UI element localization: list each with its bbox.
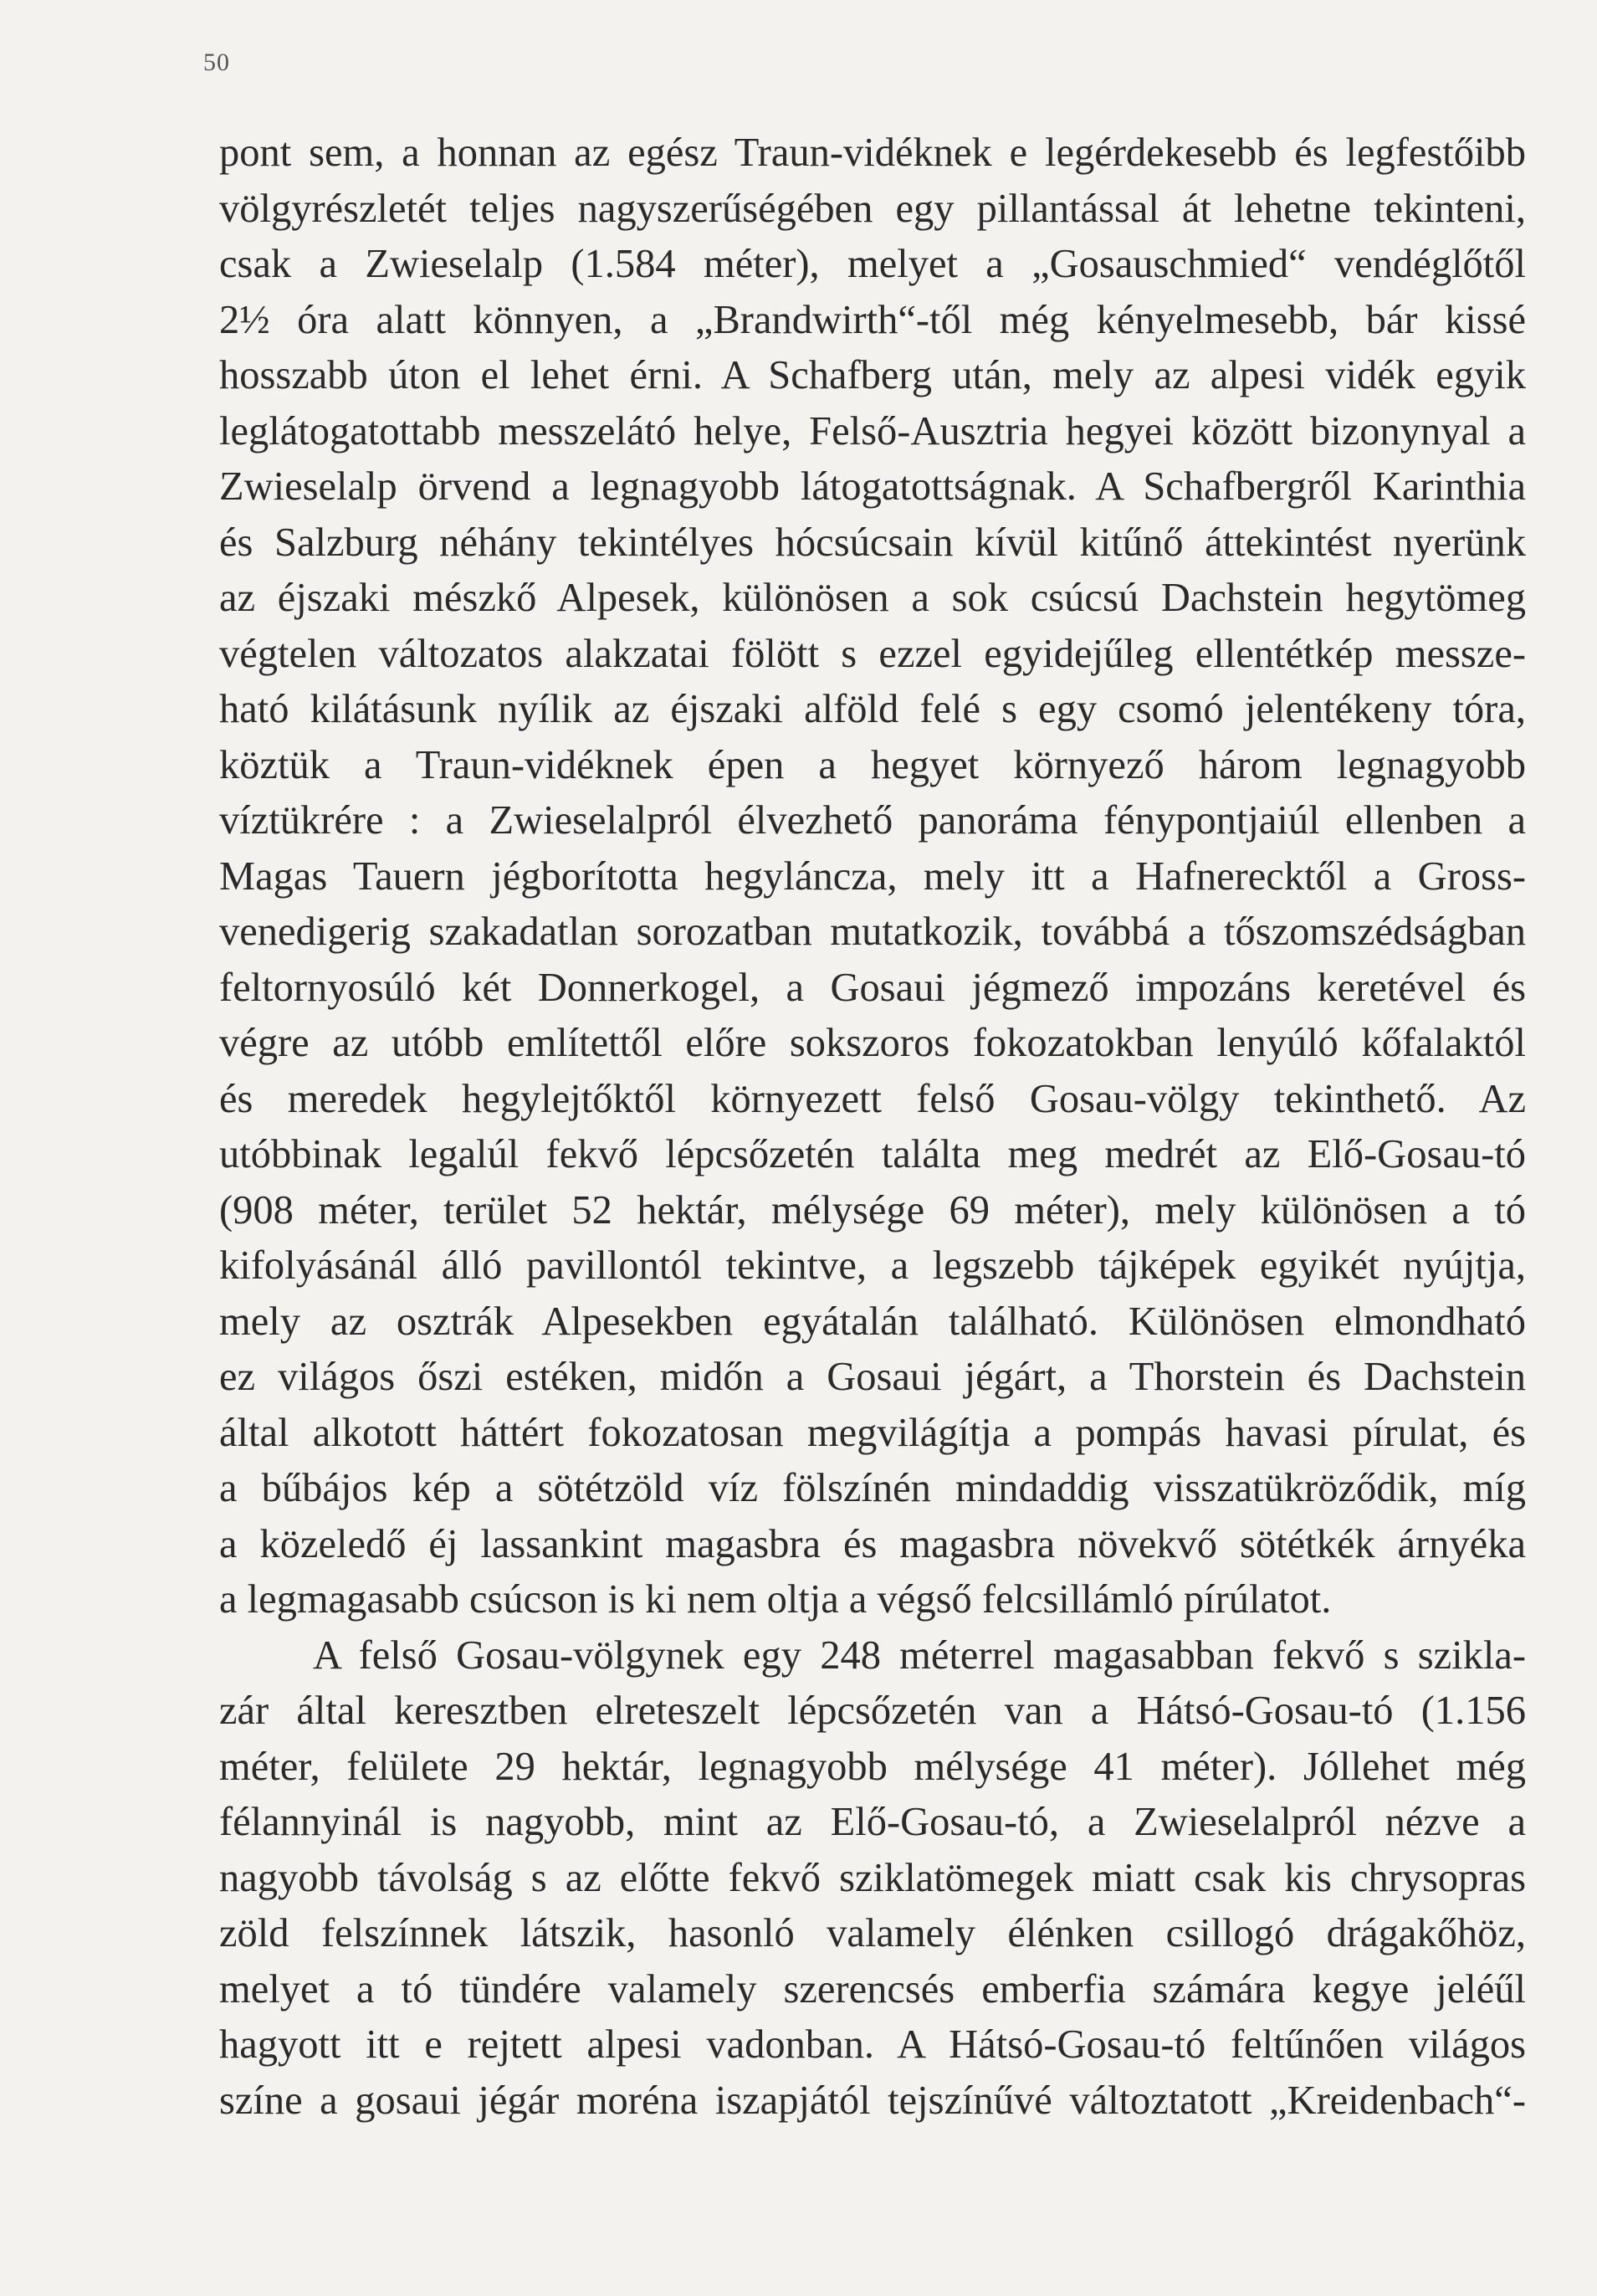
text-line: venedigerig szakadatlan sorozatban mutatkozik, továbbá a tőszomszédságban (219, 910, 1526, 954)
text-line: utóbbinak legalúl fekvő lépcsőzetén találta meg medrét az Elő-Gosau-tó (219, 1132, 1526, 1176)
text-line: zöld felszínnek látszik, hasonló valamely élénken csillogó drágakőhöz, (219, 1911, 1526, 1955)
text-line: Magas Tauern jégborította hegyláncza, mely itt a Hafnerecktől a Gross- (219, 853, 1526, 899)
text-line: 2½ óra alatt könnyen, a „Brandwirth“-től még kényelmesebb, bár kissé (219, 297, 1526, 342)
text-line: hosszabb úton el lehet érni. A Schafberg után, mely az alpesi vidék egyik (219, 353, 1526, 397)
text-line: ható kilátásunk nyílik az éjszaki alföld felé s egy csomó jelentékeny tóra, (219, 687, 1526, 731)
text-line: végtelen változatos alakzatai fölött s ezzel egyidejűleg ellentétkép messze- (219, 631, 1526, 676)
text-line: Zwieselalp örvend a legnagyobb látogatottságnak. A Schafbergről Karinthia (219, 464, 1526, 509)
text-line: pont sem, a honnan az egész Traun-vidéknek e legérdekesebb és legfestőibb (219, 131, 1526, 175)
text-line: völgyrészletét teljes nagyszerűségében egy pillantással át lehetne tekinteni, (219, 186, 1526, 231)
text-line: és meredek hegylejtőktől környezett felső Gosau-völgy tekinthető. Az (219, 1076, 1526, 1121)
text-line: (908 méter, terület 52 hektár, mélysége 69 méter), mely különösen a tó (219, 1187, 1526, 1233)
text-line: a közeledő éj lassankint magasbra és magasbra növekvő sötétkék árnyéka (219, 1521, 1526, 1566)
text-line: köztük a Traun-vidéknek épen a hegyet környező három legnagyobb (219, 742, 1526, 787)
text-line: méter, felülete 29 hektár, legnagyobb mélysége 41 méter). Jóllehet még (219, 1744, 1526, 1789)
text-line: zár által keresztben elreteszelt lépcsőzetén van a Hátsó-Gosau-tó (1.156 (219, 1689, 1526, 1733)
text-line: nagyobb távolság s az előtte fekvő sziklatömegek miatt csak kis chrysopras (219, 1855, 1526, 1900)
paragraph-2 (219, 1628, 1526, 2129)
text-line: a bűbájos kép a sötétzöld víz fölszínén mindaddig visszatükröződik, míg (219, 1466, 1526, 1510)
text-line: színe a gosaui jégár moréna iszapjától tejszínűvé változtatott „Kreidenbach“- (219, 2078, 1526, 2123)
text-line: hagyott itt e rejtett alpesi vadonban. A Hátsó-Gosau-tó feltűnően világos (219, 2022, 1526, 2067)
text-line: melyet a tó tündére valamely szerencsés emberfia számára kegye jeléűl (219, 1966, 1526, 2012)
text-line: az éjszaki mészkő Alpesek, különösen a sok csúcsú Dachstein hegytömeg (219, 576, 1526, 620)
text-line: kifolyásánál álló pavillontól tekintve, a legszebb tájképek egyikét nyújtja, (219, 1243, 1526, 1288)
text-line: feltornyosúló két Donnerkogel, a Gosaui jégmező impozáns keretével és (219, 965, 1526, 1010)
body-text (219, 126, 1526, 2129)
text-line: és Salzburg néhány tekintélyes hócsúcsain kívül kitűnő áttekintést nyerünk (219, 520, 1526, 565)
text-line: víztükrére : a Zwieselalpról élvezhető panoráma fénypontjaiúl ellenben a (219, 798, 1526, 843)
text-line: által alkotott háttért fokozatosan megvilágítja a pompás havasi pírulat, és (219, 1410, 1526, 1455)
text-line: a legmagasabb csúcson is ki nem oltja a végső felcsillámló pírúlatot. (219, 1577, 1332, 1622)
page-number: 50 (203, 49, 230, 76)
text-line: A felső Gosau-völgynek egy 248 méterrel magasabban fekvő s szikla- (313, 1632, 1526, 1678)
text-line: leglátogatottabb messzelátó helye, Felső-Ausztria hegyei között bizonynyal a (219, 408, 1526, 454)
text-line: mely az osztrák Alpesekben egyátalán található. Különösen elmondható (219, 1299, 1526, 1344)
paragraph-1 (219, 126, 1526, 1628)
text-line: ez világos őszi estéken, midőn a Gosaui jégárt, a Thorstein és Dachstein (219, 1355, 1526, 1399)
text-line: félannyinál is nagyobb, mint az Elő-Gosau-tó, a Zwieselalpról nézve a (219, 1800, 1526, 1844)
text-line: végre az utóbb említettől előre sokszoros fokozatokban lenyúló kőfalaktól (219, 1021, 1526, 1065)
text-line: csak a Zwieselalp (1.584 méter), melyet a „Gosauschmied“ vendéglőtől (219, 242, 1526, 286)
